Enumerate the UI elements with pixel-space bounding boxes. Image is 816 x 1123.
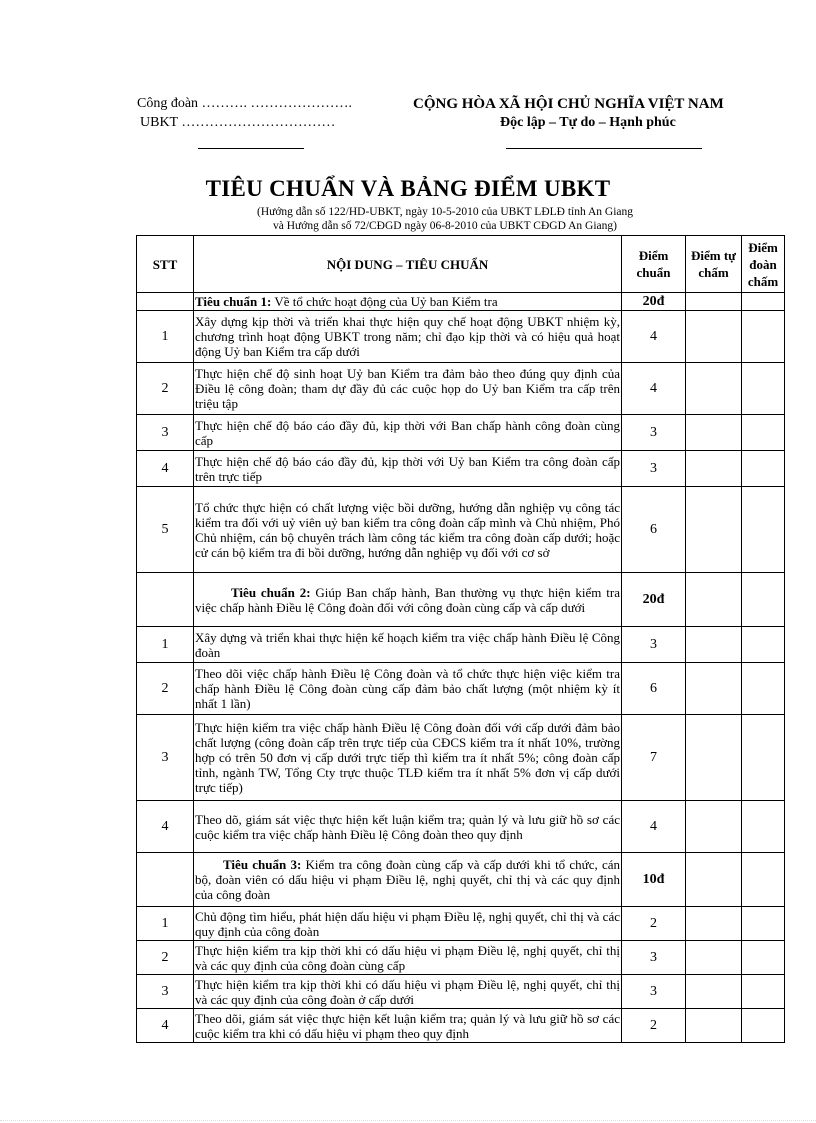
table-row: 4 Theo dõ, giám sát việc thực hiện kết luận kiểm tra; quản lý và lưu giữ hồ sơ các cuộc kiểm tra việc chấp hành Điều lệ Công đoàn theo quy định 4: [137, 801, 785, 853]
self-score-cell[interactable]: [686, 941, 742, 975]
union-score-cell[interactable]: [742, 1009, 785, 1043]
table-row: 1 Chủ động tìm hiểu, phát hiện dấu hiệu vi phạm Điều lệ, nghị quyết, chỉ thị và các quy định của công đoàn 2: [137, 907, 785, 941]
table-row: 2 Thực hiện chế độ sinh hoạt Uỷ ban Kiểm tra đảm bảo theo đúng quy định của Điều lệ công đoàn; tham dự đầy đủ các cuộc họp do Uỷ ban Kiểm tra cấp trên triệu tập 4: [137, 363, 785, 415]
national-title: CỘNG HÒA XÃ HỘI CHỦ NGHĨA VIỆT NAM: [413, 96, 724, 112]
table-row: 2 Theo dõi việc chấp hành Điều lệ Công đoàn và tổ chức thực hiện việc kiểm tra chấp hành Điều lệ Công đoàn cùng cấp đảm bảo chất lượng (một nhiệm kỳ ít nhất 1 lần) 6: [137, 663, 785, 715]
union-score-cell[interactable]: [742, 451, 785, 487]
table-row: 1 Xây dựng kịp thời và triển khai thực hiện quy chế hoạt động UBKT nhiệm kỳ, chương trình hoạt động UBKT trong năm; chỉ đạo kịp thời và có hiệu quả hoạt động Uỷ ban Kiểm tra cấp dưới 4: [137, 311, 785, 363]
union-score-cell[interactable]: [742, 293, 785, 311]
self-score-cell[interactable]: [686, 363, 742, 415]
subtitle-line-1: (Hướng dẫn số 122/HD-UBKT, ngày 10-5-2010 của UBKT LĐLĐ tỉnh An Giang: [256, 206, 633, 218]
union-score-cell[interactable]: [742, 663, 785, 715]
union-score-cell[interactable]: [742, 853, 785, 907]
self-score-cell[interactable]: [686, 311, 742, 363]
self-score-cell[interactable]: [686, 715, 742, 801]
self-score-cell[interactable]: [686, 415, 742, 451]
header-self-score: Điểm tự chấm: [686, 236, 742, 293]
union-score-cell[interactable]: [742, 941, 785, 975]
self-score-cell[interactable]: [686, 663, 742, 715]
left-underline: [198, 148, 304, 149]
union-score-cell[interactable]: [742, 487, 785, 573]
table-row: 5 Tổ chức thực hiện có chất lượng việc bồi dưỡng, hướng dẫn nghiệp vụ công tác kiểm tra đối với uỷ viên uỷ ban kiểm tra công đoàn cấp mình và Chủ nhiệm, Phó Chủ nhiệm, cán bộ chuyên trách làm công tác kiểm tra công đoàn cấp dưới; hoặc cử cán bộ kiểm tra đi bồi dưỡng, hướng dẫn nghiệp vụ đối với cơ sở 6: [137, 487, 785, 573]
table-row: 4 Theo dõi, giám sát việc thực hiện kết luận kiểm tra; quản lý và lưu giữ hồ sơ các cuộc kiểm tra khi có dấu hiệu vi phạm theo quy định 2: [137, 1009, 785, 1043]
self-score-cell[interactable]: [686, 293, 742, 311]
criterion-3-points: 10đ: [622, 853, 686, 907]
union-score-cell[interactable]: [742, 907, 785, 941]
table-row: 4 Thực hiện chế độ báo cáo đầy đủ, kịp thời với Uỷ ban Kiểm tra công đoàn cấp trên trực tiếp 3: [137, 451, 785, 487]
criterion-row: [137, 853, 785, 907]
self-score-cell[interactable]: [686, 487, 742, 573]
table-row: 3 Thực hiện kiểm tra kịp thời khi có dấu hiệu vi phạm Điều lệ, nghị quyết, chỉ thị và các quy định của công đoàn ở cấp dưới 3: [137, 975, 785, 1009]
criterion-2-points: 20đ: [622, 573, 686, 627]
union-score-cell[interactable]: [742, 573, 785, 627]
union-score-cell[interactable]: [742, 975, 785, 1009]
self-score-cell[interactable]: [686, 573, 742, 627]
table-row: 1 Xây dựng và triển khai thực hiện kế hoạch kiểm tra việc chấp hành Điều lệ Công đoàn 3: [137, 627, 785, 663]
union-score-cell[interactable]: [742, 627, 785, 663]
header-union-score: Điểm đoàn chấm: [742, 236, 785, 293]
table-row: 3 Thực hiện kiểm tra việc chấp hành Điều lệ Công đoàn đối với cấp dưới đảm bảo chất lượng (công đoàn cấp trên trực tiếp của CĐCS kiểm tra ít nhất 10%, trường hợp có trên 50 đơn vị cấp dưới trực tiếp thì kiểm tra ít nhất 5%; công đoàn cấp tỉnh, ngành TW, Tổng Cty trực thuộc TLĐ kiểm tra ít nhất 5% đơn vị cấp dưới trực tiếp) 7: [137, 715, 785, 801]
self-score-cell[interactable]: [686, 801, 742, 853]
header-standard-points: Điểm chuẩn: [622, 236, 686, 293]
ubkt-name-line: UBKT ……………………………: [140, 115, 336, 130]
table-row: 2 Thực hiện kiểm tra kịp thời khi có dấu hiệu vi phạm Điều lệ, nghị quyết, chỉ thị và các quy định của công đoàn cùng cấp 3: [137, 941, 785, 975]
self-score-cell[interactable]: [686, 451, 742, 487]
union-name-line: Công đoàn ………. ………………….: [137, 96, 353, 111]
self-score-cell[interactable]: [686, 627, 742, 663]
criterion-3-label: Tiêu chuẩn 3:: [223, 857, 302, 872]
union-score-cell[interactable]: [742, 415, 785, 451]
criterion-1-label: Tiêu chuẩn 1:: [195, 294, 272, 309]
criterion-1-text: Tiêu chuẩn 1: Về tổ chức hoạt động của Uỷ ban Kiểm tra: [194, 293, 622, 311]
union-score-cell[interactable]: [742, 715, 785, 801]
criterion-2-text: Tiêu chuẩn 2: Giúp Ban chấp hành, Ban thường vụ thực hiện kiểm tra việc chấp hành Điều lệ Công đoàn đối với công đoàn cùng cấp và cấp dưới: [194, 573, 622, 627]
subtitle-line-2: và Hướng dẫn số 72/CĐGD ngày 06-8-2010 của UBKT CĐGD An Giang): [273, 220, 617, 232]
criterion-2-label: Tiêu chuẩn 2:: [231, 584, 311, 600]
self-score-cell[interactable]: [686, 907, 742, 941]
right-underline: [506, 148, 702, 149]
criterion-row: [137, 573, 785, 627]
self-score-cell[interactable]: [686, 1009, 742, 1043]
score-table: [136, 235, 785, 1043]
header-content: NỘI DUNG – TIÊU CHUẨN: [194, 236, 622, 293]
union-score-cell[interactable]: [742, 311, 785, 363]
criterion-1-points: 20đ: [622, 293, 686, 311]
criterion-3-text: Tiêu chuẩn 3: Kiểm tra công đoàn cùng cấp và cấp dưới khi tổ chức, cán bộ, đoàn viên có dấu hiệu vi phạm Điều lệ, nghị quyết, chỉ thị và các quy định của công đoàn: [194, 853, 622, 907]
union-score-cell[interactable]: [742, 801, 785, 853]
page-bottom-divider: [0, 1120, 816, 1121]
national-motto: Độc lập – Tự do – Hạnh phúc: [500, 115, 676, 130]
self-score-cell[interactable]: [686, 853, 742, 907]
criterion-row: [137, 293, 785, 311]
self-score-cell[interactable]: [686, 975, 742, 1009]
table-header-row: [137, 236, 785, 293]
table-row: 3 Thực hiện chế độ báo cáo đầy đủ, kịp thời với Ban chấp hành công đoàn cùng cấp 3: [137, 415, 785, 451]
page-title: TIÊU CHUẨN VÀ BẢNG ĐIỂM UBKT: [205, 176, 611, 201]
header-stt: STT: [137, 236, 194, 293]
union-score-cell[interactable]: [742, 363, 785, 415]
